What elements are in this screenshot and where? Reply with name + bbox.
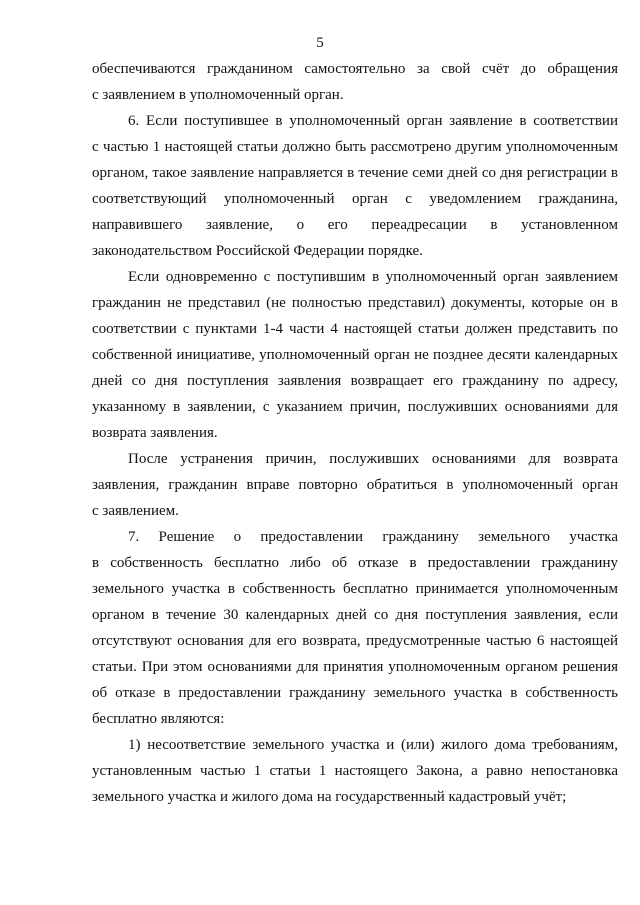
text-line: органом, такое заявление направляется в течение семи дней со дня регистрации в bbox=[92, 165, 618, 181]
text-line: 7. Решение о предоставлении гражданину земельного участка bbox=[128, 529, 618, 545]
text-line: отсутствуют основания для его возврата, предусмотренные частью 6 настоящей bbox=[92, 633, 618, 649]
paragraph-1 bbox=[92, 56, 618, 108]
paragraph-2 bbox=[92, 108, 618, 264]
text-line: После устранения причин, послуживших основаниями для возврата bbox=[128, 451, 618, 467]
text-line: земельного участка в собственность бесплатно принимается уполномоченным bbox=[92, 581, 618, 597]
text-line: органом в течение 30 календарных дней со дня поступления заявления, если bbox=[92, 607, 618, 623]
text-line: направившего заявление, о его переадресации в установленном bbox=[92, 217, 618, 233]
text-line: с заявлением в уполномоченный орган. bbox=[92, 87, 344, 103]
paragraph-3 bbox=[92, 264, 618, 446]
text-line: заявления, гражданин вправе повторно обратиться в уполномоченный орган bbox=[92, 477, 618, 493]
text-line: собственной инициативе, уполномоченный орган не позднее десяти календарных bbox=[92, 347, 618, 363]
text-line: гражданин не представил (не полностью представил) документы, которые он в bbox=[92, 295, 618, 311]
text-line: в собственность бесплатно либо об отказе в предоставлении гражданину bbox=[92, 555, 618, 571]
text-line: земельного участка и жилого дома на государственный кадастровый учёт; bbox=[92, 789, 567, 805]
text-line: указанному в заявлении, с указанием причин, послуживших основаниями для bbox=[92, 399, 618, 415]
text-line: соответствии с пунктами 1-4 части 4 настоящей статьи должен представить по bbox=[92, 321, 618, 337]
text-line: 1) несоответствие земельного участка и (или) жилого дома требованиям, bbox=[128, 737, 618, 753]
paragraph-5 bbox=[92, 524, 618, 732]
text-line: установленным частью 1 статьи 1 настоящего Закона, а равно непостановка bbox=[92, 763, 618, 779]
text-line: об отказе в предоставлении гражданину земельного участка в собственность bbox=[92, 685, 618, 701]
paragraph-4 bbox=[92, 446, 618, 524]
text-line: дней со дня поступления заявления возвращает его гражданину по адресу, bbox=[92, 373, 618, 389]
text-line: Если одновременно с поступившим в уполномоченный орган заявлением bbox=[128, 269, 618, 285]
text-line: бесплатно являются: bbox=[92, 711, 225, 727]
text-line: с заявлением. bbox=[92, 503, 179, 519]
text-line: соответствующий уполномоченный орган с уведомлением гражданина, bbox=[92, 191, 618, 207]
paragraph-6 bbox=[92, 732, 618, 810]
text-line: статьи. При этом основаниями для принятия уполномоченным органом решения bbox=[92, 659, 618, 675]
text-line: с частью 1 настоящей статьи должно быть рассмотрено другим уполномоченным bbox=[92, 139, 618, 155]
text-line: 6. Если поступившее в уполномоченный орган заявление в соответствии bbox=[128, 113, 618, 129]
text-line: обеспечиваются гражданином самостоятельно за свой счёт до обращения bbox=[92, 61, 618, 77]
text-line: возврата заявления. bbox=[92, 425, 218, 441]
page-number: 5 bbox=[316, 35, 324, 51]
document-body bbox=[92, 56, 618, 810]
text-line: законодательством Российской Федерации порядке. bbox=[92, 243, 423, 259]
